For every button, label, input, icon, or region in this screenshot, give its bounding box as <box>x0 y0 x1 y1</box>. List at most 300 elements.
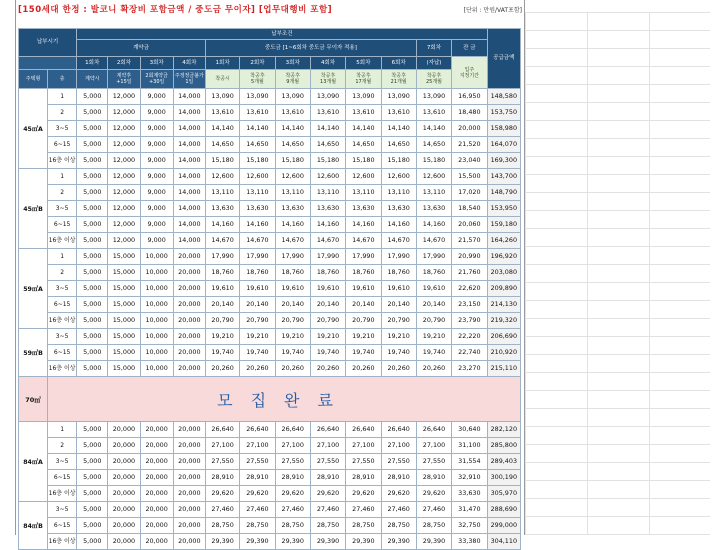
price-cell[interactable]: 19,210 <box>275 329 310 345</box>
price-cell[interactable]: 27,460 <box>205 502 239 518</box>
price-cell[interactable]: 15,000 <box>108 345 140 361</box>
total-cell[interactable]: 288,690 <box>487 502 520 518</box>
price-cell[interactable]: 14,140 <box>416 121 451 137</box>
price-cell[interactable]: 20,000 <box>108 470 140 486</box>
price-cell[interactable]: 12,600 <box>310 169 345 185</box>
price-cell[interactable]: 16,950 <box>452 89 487 105</box>
price-cell[interactable]: 10,000 <box>140 297 173 313</box>
price-cell[interactable]: 27,100 <box>205 438 239 454</box>
price-cell[interactable]: 17,990 <box>381 249 416 265</box>
price-cell[interactable]: 28,910 <box>416 470 451 486</box>
floor-cell[interactable]: 3~5 <box>48 454 77 470</box>
price-cell[interactable]: 17,990 <box>310 249 345 265</box>
price-cell[interactable]: 28,910 <box>205 470 239 486</box>
price-cell[interactable]: 5,000 <box>77 169 108 185</box>
price-cell[interactable]: 14,670 <box>275 233 310 249</box>
header-seventh-sub[interactable]: (자납) <box>416 57 451 70</box>
price-cell[interactable]: 20,000 <box>173 502 205 518</box>
price-cell[interactable]: 21,520 <box>452 137 487 153</box>
price-cell[interactable]: 13,090 <box>275 89 310 105</box>
price-cell[interactable]: 20,260 <box>346 361 381 377</box>
price-cell[interactable]: 15,000 <box>108 265 140 281</box>
price-cell[interactable]: 19,740 <box>310 345 345 361</box>
price-cell[interactable]: 20,260 <box>381 361 416 377</box>
price-cell[interactable]: 5,000 <box>77 265 108 281</box>
price-cell[interactable]: 13,630 <box>275 201 310 217</box>
price-cell[interactable]: 20,140 <box>275 297 310 313</box>
header-round-10[interactable]: 6회차 <box>381 57 416 70</box>
price-cell[interactable]: 27,460 <box>346 502 381 518</box>
price-cell[interactable]: 28,750 <box>381 518 416 534</box>
price-cell[interactable]: 13,630 <box>381 201 416 217</box>
price-cell[interactable]: 29,390 <box>310 534 345 550</box>
price-cell[interactable]: 14,160 <box>275 217 310 233</box>
total-cell[interactable]: 209,890 <box>487 281 520 297</box>
price-cell[interactable]: 19,610 <box>381 281 416 297</box>
price-cell[interactable]: 10,000 <box>140 313 173 329</box>
price-cell[interactable]: 5,000 <box>77 281 108 297</box>
price-cell[interactable]: 13,630 <box>205 201 239 217</box>
price-cell[interactable]: 14,670 <box>240 233 275 249</box>
price-cell[interactable]: 20,000 <box>173 470 205 486</box>
price-cell[interactable]: 18,480 <box>452 105 487 121</box>
price-cell[interactable]: 5,000 <box>77 249 108 265</box>
price-cell[interactable]: 27,100 <box>381 438 416 454</box>
price-cell[interactable]: 20,000 <box>173 297 205 313</box>
total-cell[interactable]: 153,750 <box>487 105 520 121</box>
price-cell[interactable]: 20,000 <box>108 502 140 518</box>
floor-cell[interactable]: 3~5 <box>48 121 77 137</box>
price-cell[interactable]: 31,470 <box>452 502 487 518</box>
price-cell[interactable]: 18,760 <box>310 265 345 281</box>
total-cell[interactable]: 289,403 <box>487 454 520 470</box>
price-cell[interactable]: 5,000 <box>77 470 108 486</box>
price-cell[interactable]: 13,610 <box>310 105 345 121</box>
price-cell[interactable]: 29,390 <box>416 534 451 550</box>
price-cell[interactable]: 15,000 <box>108 249 140 265</box>
price-cell[interactable]: 5,000 <box>77 153 108 169</box>
price-cell[interactable]: 9,000 <box>140 89 173 105</box>
price-cell[interactable]: 20,000 <box>173 361 205 377</box>
price-cell[interactable]: 20,140 <box>381 297 416 313</box>
price-cell[interactable]: 5,000 <box>77 89 108 105</box>
header-contract[interactable]: 계약금 <box>77 40 206 57</box>
floor-cell[interactable]: 1 <box>48 422 77 438</box>
price-cell[interactable]: 21,570 <box>452 233 487 249</box>
price-cell[interactable]: 27,460 <box>240 502 275 518</box>
floor-cell[interactable]: 16층 이상 <box>48 313 77 329</box>
price-cell[interactable]: 13,110 <box>205 185 239 201</box>
price-cell[interactable]: 29,620 <box>346 486 381 502</box>
price-cell[interactable]: 27,460 <box>310 502 345 518</box>
header-contract-time-4[interactable]: 주정정금불가 1일 <box>173 70 205 89</box>
price-cell[interactable]: 13,630 <box>240 201 275 217</box>
price-cell[interactable]: 14,000 <box>173 105 205 121</box>
price-cell[interactable]: 13,610 <box>240 105 275 121</box>
price-cell[interactable]: 10,000 <box>140 345 173 361</box>
floor-cell[interactable]: 1 <box>48 249 77 265</box>
price-cell[interactable]: 12,000 <box>108 185 140 201</box>
floor-cell[interactable]: 16층 이상 <box>48 233 77 249</box>
price-cell[interactable]: 20,000 <box>108 422 140 438</box>
price-cell[interactable]: 19,210 <box>205 329 239 345</box>
price-cell[interactable]: 33,380 <box>452 534 487 550</box>
price-cell[interactable]: 14,140 <box>381 121 416 137</box>
total-cell[interactable]: 196,920 <box>487 249 520 265</box>
header-payment-schedule[interactable]: 납부조건 <box>77 29 487 40</box>
price-cell[interactable]: 27,550 <box>275 454 310 470</box>
floor-cell[interactable]: 3~5 <box>48 329 77 345</box>
header-blank[interactable] <box>19 57 77 70</box>
price-cell[interactable]: 12,000 <box>108 233 140 249</box>
price-cell[interactable]: 14,140 <box>240 121 275 137</box>
price-cell[interactable]: 15,180 <box>275 153 310 169</box>
type-label[interactable]: 84㎡B <box>19 502 48 550</box>
price-cell[interactable]: 5,000 <box>77 454 108 470</box>
price-cell[interactable]: 14,650 <box>416 137 451 153</box>
floor-cell[interactable]: 16층 이상 <box>48 486 77 502</box>
header-balance-time[interactable]: 입주 지정기간 <box>452 57 487 89</box>
price-cell[interactable]: 18,760 <box>381 265 416 281</box>
total-cell[interactable]: 153,950 <box>487 201 520 217</box>
price-cell[interactable]: 19,210 <box>346 329 381 345</box>
floor-cell[interactable]: 1 <box>48 169 77 185</box>
price-cell[interactable]: 10,000 <box>140 329 173 345</box>
price-cell[interactable]: 9,000 <box>140 185 173 201</box>
price-cell[interactable]: 27,100 <box>416 438 451 454</box>
price-cell[interactable]: 10,000 <box>140 265 173 281</box>
price-cell[interactable]: 19,610 <box>416 281 451 297</box>
price-cell[interactable]: 14,670 <box>381 233 416 249</box>
floor-cell[interactable]: 6~15 <box>48 137 77 153</box>
price-cell[interactable]: 14,670 <box>416 233 451 249</box>
type-label[interactable]: 59㎡A <box>19 249 48 329</box>
price-cell[interactable]: 20,260 <box>240 361 275 377</box>
price-cell[interactable]: 14,000 <box>173 153 205 169</box>
price-cell[interactable]: 19,210 <box>416 329 451 345</box>
floor-cell[interactable]: 2 <box>48 265 77 281</box>
total-cell[interactable]: 143,700 <box>487 169 520 185</box>
soldout-banner[interactable]: 모집완료 <box>48 377 521 422</box>
price-cell[interactable]: 28,750 <box>240 518 275 534</box>
total-cell[interactable]: 304,110 <box>487 534 520 550</box>
price-cell[interactable]: 12,000 <box>108 121 140 137</box>
header-round-6[interactable]: 2회차 <box>240 57 275 70</box>
price-cell[interactable]: 22,740 <box>452 345 487 361</box>
price-cell[interactable]: 14,000 <box>173 233 205 249</box>
price-cell[interactable]: 14,160 <box>381 217 416 233</box>
price-cell[interactable]: 20,140 <box>310 297 345 313</box>
price-cell[interactable]: 26,640 <box>205 422 239 438</box>
price-cell[interactable]: 18,760 <box>240 265 275 281</box>
price-cell[interactable]: 13,090 <box>346 89 381 105</box>
type-label[interactable]: 59㎡B <box>19 329 48 377</box>
price-cell[interactable]: 28,750 <box>205 518 239 534</box>
price-cell[interactable]: 12,600 <box>381 169 416 185</box>
price-cell[interactable]: 23,040 <box>452 153 487 169</box>
price-cell[interactable]: 20,000 <box>108 454 140 470</box>
price-cell[interactable]: 20,060 <box>452 217 487 233</box>
price-cell[interactable]: 20,000 <box>173 329 205 345</box>
price-cell[interactable]: 28,910 <box>275 470 310 486</box>
price-cell[interactable]: 26,640 <box>310 422 345 438</box>
price-cell[interactable]: 20,000 <box>140 438 173 454</box>
price-cell[interactable]: 21,760 <box>452 265 487 281</box>
price-cell[interactable]: 13,090 <box>381 89 416 105</box>
header-paytime[interactable]: 납부시기 <box>19 29 77 57</box>
price-cell[interactable]: 12,000 <box>108 105 140 121</box>
header-interim[interactable]: 중도금 [1~6회차 중도금 무이자 적용] <box>205 40 416 57</box>
price-cell[interactable]: 12,600 <box>275 169 310 185</box>
price-cell[interactable]: 29,620 <box>275 486 310 502</box>
price-cell[interactable]: 20,790 <box>275 313 310 329</box>
floor-cell[interactable]: 16층 이상 <box>48 361 77 377</box>
price-cell[interactable]: 13,110 <box>310 185 345 201</box>
total-cell[interactable]: 285,800 <box>487 438 520 454</box>
price-cell[interactable]: 14,000 <box>173 121 205 137</box>
type-label[interactable]: 45㎡A <box>19 89 48 169</box>
price-cell[interactable]: 23,790 <box>452 313 487 329</box>
total-cell[interactable]: 164,070 <box>487 137 520 153</box>
total-cell[interactable]: 299,000 <box>487 518 520 534</box>
price-cell[interactable]: 14,160 <box>205 217 239 233</box>
price-cell[interactable]: 28,910 <box>346 470 381 486</box>
price-cell[interactable]: 20,000 <box>173 486 205 502</box>
header-contract-time-3[interactable]: 2회계약금 +30일 <box>140 70 173 89</box>
price-cell[interactable]: 14,140 <box>275 121 310 137</box>
price-cell[interactable]: 20,000 <box>108 438 140 454</box>
total-cell[interactable]: 214,130 <box>487 297 520 313</box>
floor-cell[interactable]: 3~5 <box>48 281 77 297</box>
price-cell[interactable]: 20,000 <box>173 313 205 329</box>
header-round-9[interactable]: 5회차 <box>346 57 381 70</box>
price-cell[interactable]: 20,790 <box>381 313 416 329</box>
price-cell[interactable]: 29,390 <box>381 534 416 550</box>
floor-cell[interactable]: 16층 이상 <box>48 153 77 169</box>
price-cell[interactable]: 27,100 <box>310 438 345 454</box>
price-cell[interactable]: 20,140 <box>240 297 275 313</box>
price-cell[interactable]: 27,550 <box>205 454 239 470</box>
price-cell[interactable]: 29,620 <box>205 486 239 502</box>
floor-cell[interactable]: 2 <box>48 185 77 201</box>
price-cell[interactable]: 5,000 <box>77 345 108 361</box>
price-cell[interactable]: 13,090 <box>310 89 345 105</box>
price-cell[interactable]: 19,740 <box>346 345 381 361</box>
price-cell[interactable]: 17,990 <box>346 249 381 265</box>
price-cell[interactable]: 14,000 <box>173 217 205 233</box>
price-cell[interactable]: 14,160 <box>240 217 275 233</box>
price-cell[interactable]: 12,000 <box>108 169 140 185</box>
price-cell[interactable]: 29,620 <box>381 486 416 502</box>
price-cell[interactable]: 20,000 <box>140 502 173 518</box>
price-cell[interactable]: 29,390 <box>346 534 381 550</box>
price-cell[interactable]: 28,750 <box>416 518 451 534</box>
price-cell[interactable]: 14,650 <box>346 137 381 153</box>
total-cell[interactable]: 169,300 <box>487 153 520 169</box>
price-cell[interactable]: 27,550 <box>381 454 416 470</box>
price-cell[interactable]: 17,990 <box>416 249 451 265</box>
price-cell[interactable]: 20,140 <box>346 297 381 313</box>
price-cell[interactable]: 20,000 <box>173 438 205 454</box>
price-cell[interactable]: 20,000 <box>173 249 205 265</box>
price-cell[interactable]: 13,110 <box>346 185 381 201</box>
price-cell[interactable]: 20,000 <box>452 121 487 137</box>
price-cell[interactable]: 19,210 <box>240 329 275 345</box>
price-cell[interactable]: 5,000 <box>77 297 108 313</box>
price-cell[interactable]: 28,910 <box>381 470 416 486</box>
price-cell[interactable]: 13,090 <box>416 89 451 105</box>
price-cell[interactable]: 10,000 <box>140 249 173 265</box>
price-cell[interactable]: 9,000 <box>140 137 173 153</box>
header-interim-time-5[interactable]: 착공후 17개월 <box>346 70 381 89</box>
price-cell[interactable]: 27,460 <box>381 502 416 518</box>
price-cell[interactable]: 5,000 <box>77 313 108 329</box>
price-cell[interactable]: 17,990 <box>205 249 239 265</box>
total-cell[interactable]: 159,180 <box>487 217 520 233</box>
price-cell[interactable]: 15,500 <box>452 169 487 185</box>
price-cell[interactable]: 15,000 <box>108 297 140 313</box>
price-cell[interactable]: 14,160 <box>416 217 451 233</box>
price-cell[interactable]: 18,760 <box>416 265 451 281</box>
price-cell[interactable]: 20,000 <box>173 281 205 297</box>
price-cell[interactable]: 20,000 <box>140 534 173 550</box>
price-cell[interactable]: 31,100 <box>452 438 487 454</box>
price-cell[interactable]: 13,110 <box>240 185 275 201</box>
price-cell[interactable]: 27,100 <box>346 438 381 454</box>
price-cell[interactable]: 19,610 <box>240 281 275 297</box>
price-cell[interactable]: 13,610 <box>205 105 239 121</box>
price-cell[interactable]: 5,000 <box>77 502 108 518</box>
price-cell[interactable]: 20,000 <box>173 534 205 550</box>
price-cell[interactable]: 19,740 <box>275 345 310 361</box>
price-cell[interactable]: 27,550 <box>416 454 451 470</box>
header-round-7[interactable]: 3회차 <box>275 57 310 70</box>
header-round-5[interactable]: 1회차 <box>205 57 239 70</box>
price-cell[interactable]: 28,910 <box>310 470 345 486</box>
price-cell[interactable]: 20,790 <box>205 313 239 329</box>
price-cell[interactable]: 15,000 <box>108 361 140 377</box>
price-cell[interactable]: 14,000 <box>173 137 205 153</box>
floor-cell[interactable]: 2 <box>48 105 77 121</box>
price-cell[interactable]: 17,990 <box>275 249 310 265</box>
floor-cell[interactable]: 16층 이상 <box>48 534 77 550</box>
price-cell[interactable]: 14,140 <box>346 121 381 137</box>
price-cell[interactable]: 20,000 <box>108 534 140 550</box>
price-cell[interactable]: 14,670 <box>310 233 345 249</box>
header-type[interactable]: 주택형 <box>19 70 48 89</box>
price-cell[interactable]: 14,650 <box>205 137 239 153</box>
price-cell[interactable]: 32,910 <box>452 470 487 486</box>
price-cell[interactable]: 5,000 <box>77 422 108 438</box>
price-cell[interactable]: 20,000 <box>173 454 205 470</box>
price-cell[interactable]: 32,750 <box>452 518 487 534</box>
price-cell[interactable]: 15,180 <box>310 153 345 169</box>
price-cell[interactable]: 13,090 <box>205 89 239 105</box>
header-round-2[interactable]: 2회차 <box>108 57 140 70</box>
total-cell[interactable]: 300,190 <box>487 470 520 486</box>
price-cell[interactable]: 26,640 <box>381 422 416 438</box>
price-cell[interactable]: 26,640 <box>275 422 310 438</box>
price-cell[interactable]: 5,000 <box>77 329 108 345</box>
price-cell[interactable]: 26,640 <box>416 422 451 438</box>
price-cell[interactable]: 12,600 <box>346 169 381 185</box>
price-cell[interactable]: 15,000 <box>108 313 140 329</box>
header-round-4[interactable]: 4회차 <box>173 57 205 70</box>
price-cell[interactable]: 5,000 <box>77 486 108 502</box>
price-cell[interactable]: 18,760 <box>275 265 310 281</box>
price-cell[interactable]: 5,000 <box>77 518 108 534</box>
price-cell[interactable]: 20,000 <box>108 518 140 534</box>
price-cell[interactable]: 19,610 <box>275 281 310 297</box>
total-cell[interactable]: 206,690 <box>487 329 520 345</box>
price-cell[interactable]: 14,160 <box>346 217 381 233</box>
price-cell[interactable]: 28,750 <box>275 518 310 534</box>
price-cell[interactable]: 5,000 <box>77 201 108 217</box>
price-cell[interactable]: 22,620 <box>452 281 487 297</box>
header-interim-time-7[interactable]: 착공후 25개월 <box>416 70 451 89</box>
type-label[interactable]: 45㎡B <box>19 169 48 249</box>
header-round-1[interactable]: 1회차 <box>77 57 108 70</box>
price-cell[interactable]: 10,000 <box>140 361 173 377</box>
price-cell[interactable]: 20,790 <box>310 313 345 329</box>
floor-cell[interactable]: 3~5 <box>48 502 77 518</box>
price-cell[interactable]: 20,260 <box>310 361 345 377</box>
price-cell[interactable]: 33,630 <box>452 486 487 502</box>
price-cell[interactable]: 5,000 <box>77 233 108 249</box>
price-cell[interactable]: 5,000 <box>77 105 108 121</box>
price-cell[interactable]: 29,390 <box>275 534 310 550</box>
price-cell[interactable]: 14,140 <box>310 121 345 137</box>
price-cell[interactable]: 28,750 <box>310 518 345 534</box>
price-cell[interactable]: 19,210 <box>310 329 345 345</box>
price-cell[interactable]: 12,000 <box>108 89 140 105</box>
price-cell[interactable]: 14,000 <box>173 89 205 105</box>
total-cell[interactable]: 282,120 <box>487 422 520 438</box>
price-cell[interactable]: 12,600 <box>240 169 275 185</box>
price-cell[interactable]: 29,620 <box>416 486 451 502</box>
price-cell[interactable]: 27,550 <box>346 454 381 470</box>
total-cell[interactable]: 148,790 <box>487 185 520 201</box>
price-cell[interactable]: 10,000 <box>140 281 173 297</box>
total-cell[interactable]: 158,980 <box>487 121 520 137</box>
price-cell[interactable]: 14,000 <box>173 185 205 201</box>
floor-cell[interactable]: 6~15 <box>48 345 77 361</box>
price-cell[interactable]: 14,670 <box>205 233 239 249</box>
floor-cell[interactable]: 2 <box>48 438 77 454</box>
price-cell[interactable]: 31,554 <box>452 454 487 470</box>
price-cell[interactable]: 9,000 <box>140 217 173 233</box>
price-cell[interactable]: 9,000 <box>140 169 173 185</box>
price-cell[interactable]: 15,000 <box>108 281 140 297</box>
price-cell[interactable]: 19,610 <box>310 281 345 297</box>
price-cell[interactable]: 18,540 <box>452 201 487 217</box>
price-cell[interactable]: 14,650 <box>240 137 275 153</box>
price-cell[interactable]: 12,600 <box>416 169 451 185</box>
price-cell[interactable]: 19,740 <box>416 345 451 361</box>
price-cell[interactable]: 12,000 <box>108 137 140 153</box>
price-cell[interactable]: 12,000 <box>108 201 140 217</box>
price-cell[interactable]: 14,670 <box>346 233 381 249</box>
price-cell[interactable]: 13,110 <box>381 185 416 201</box>
price-cell[interactable]: 15,180 <box>346 153 381 169</box>
header-contract-time-2[interactable]: 계약후 +15일 <box>108 70 140 89</box>
header-balance[interactable]: 잔 금 <box>452 40 487 57</box>
price-cell[interactable]: 20,990 <box>452 249 487 265</box>
price-cell[interactable]: 20,000 <box>140 486 173 502</box>
price-cell[interactable]: 20,140 <box>205 297 239 313</box>
price-cell[interactable]: 20,000 <box>173 265 205 281</box>
price-cell[interactable]: 27,550 <box>310 454 345 470</box>
